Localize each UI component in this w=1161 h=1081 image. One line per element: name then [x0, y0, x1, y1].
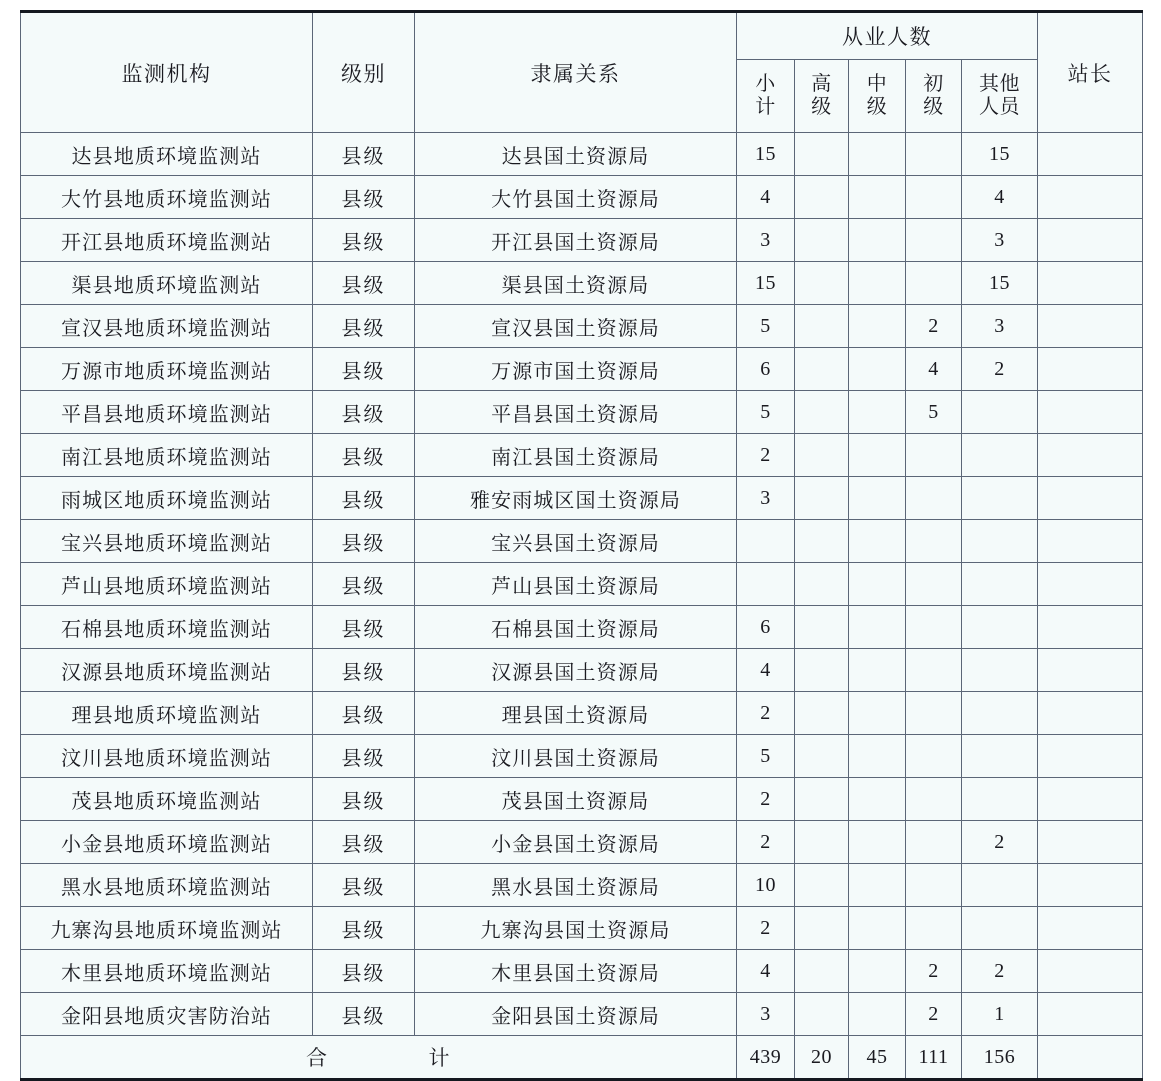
cell-staff-middle	[849, 262, 906, 305]
cell-staff-senior	[795, 778, 849, 821]
table-row	[21, 348, 1143, 391]
column-header-middle: 中级	[849, 60, 906, 133]
cell-parent-org: 达县国土资源局	[415, 133, 737, 176]
cell-staff-senior	[795, 219, 849, 262]
cell-staff-senior	[795, 735, 849, 778]
cell-chief-name	[1038, 563, 1143, 606]
cell-level: 县级	[313, 262, 415, 305]
cell-chief-name	[1038, 477, 1143, 520]
cell-org-name: 九寨沟县地质环境监测站	[21, 907, 313, 950]
table-row	[21, 993, 1143, 1036]
cell-staff-senior	[795, 993, 849, 1036]
staffing-table	[20, 10, 1143, 1081]
cell-level: 县级	[313, 434, 415, 477]
cell-staff-junior: 5	[906, 391, 962, 434]
cell-total-other: 156	[962, 1036, 1038, 1080]
table-row	[21, 219, 1143, 262]
cell-staff-middle	[849, 606, 906, 649]
cell-chief-name	[1038, 950, 1143, 993]
column-header-chief: 站长	[1038, 12, 1143, 133]
cell-level: 县级	[313, 950, 415, 993]
cell-chief-name	[1038, 907, 1143, 950]
cell-level: 县级	[313, 993, 415, 1036]
table-row	[21, 176, 1143, 219]
cell-staff-subtotal: 5	[737, 735, 795, 778]
cell-staff-other: 3	[962, 305, 1038, 348]
table-row	[21, 649, 1143, 692]
cell-parent-org: 宣汉县国土资源局	[415, 305, 737, 348]
cell-staff-middle	[849, 735, 906, 778]
cell-staff-senior	[795, 348, 849, 391]
cell-parent-org: 雅安雨城区国土资源局	[415, 477, 737, 520]
cell-staff-other	[962, 563, 1038, 606]
cell-staff-subtotal	[737, 563, 795, 606]
cell-chief-name	[1038, 864, 1143, 907]
cell-staff-subtotal: 2	[737, 692, 795, 735]
cell-staff-senior	[795, 606, 849, 649]
cell-staff-subtotal	[737, 520, 795, 563]
cell-parent-org: 万源市国土资源局	[415, 348, 737, 391]
cell-org-name: 汉源县地质环境监测站	[21, 649, 313, 692]
cell-staff-middle	[849, 434, 906, 477]
cell-org-name: 小金县地质环境监测站	[21, 821, 313, 864]
cell-level: 县级	[313, 391, 415, 434]
cell-staff-other	[962, 434, 1038, 477]
cell-level: 县级	[313, 864, 415, 907]
cell-staff-junior: 2	[906, 950, 962, 993]
cell-staff-junior	[906, 477, 962, 520]
cell-total-senior: 20	[795, 1036, 849, 1080]
cell-level: 县级	[313, 778, 415, 821]
cell-org-name: 开江县地质环境监测站	[21, 219, 313, 262]
cell-parent-org: 平昌县国土资源局	[415, 391, 737, 434]
table-row	[21, 262, 1143, 305]
cell-staff-junior: 2	[906, 993, 962, 1036]
cell-staff-other	[962, 391, 1038, 434]
cell-chief-name	[1038, 606, 1143, 649]
cell-chief-name	[1038, 692, 1143, 735]
cell-staff-middle	[849, 348, 906, 391]
cell-parent-org: 木里县国土资源局	[415, 950, 737, 993]
header-row-top	[21, 12, 1143, 60]
cell-staff-subtotal: 6	[737, 348, 795, 391]
cell-staff-middle	[849, 821, 906, 864]
table-row	[21, 477, 1143, 520]
cell-chief-name	[1038, 133, 1143, 176]
cell-staff-junior: 4	[906, 348, 962, 391]
cell-org-name: 理县地质环境监测站	[21, 692, 313, 735]
cell-staff-senior	[795, 477, 849, 520]
cell-staff-senior	[795, 563, 849, 606]
cell-org-name: 木里县地质环境监测站	[21, 950, 313, 993]
cell-staff-other: 2	[962, 821, 1038, 864]
cell-staff-middle	[849, 563, 906, 606]
cell-parent-org: 汶川县国土资源局	[415, 735, 737, 778]
cell-parent-org: 芦山县国土资源局	[415, 563, 737, 606]
cell-staff-subtotal: 3	[737, 219, 795, 262]
table-row	[21, 606, 1143, 649]
cell-staff-middle	[849, 520, 906, 563]
cell-level: 县级	[313, 563, 415, 606]
cell-staff-junior	[906, 520, 962, 563]
cell-level: 县级	[313, 821, 415, 864]
cell-parent-org: 宝兴县国土资源局	[415, 520, 737, 563]
cell-org-name: 黑水县地质环境监测站	[21, 864, 313, 907]
cell-org-name: 宝兴县地质环境监测站	[21, 520, 313, 563]
cell-chief-name	[1038, 219, 1143, 262]
cell-chief-name	[1038, 520, 1143, 563]
cell-staff-senior	[795, 133, 849, 176]
cell-staff-other: 2	[962, 950, 1038, 993]
cell-level: 县级	[313, 305, 415, 348]
cell-staff-middle	[849, 477, 906, 520]
cell-staff-junior	[906, 434, 962, 477]
cell-staff-middle	[849, 778, 906, 821]
cell-org-name: 南江县地质环境监测站	[21, 434, 313, 477]
cell-staff-subtotal: 5	[737, 391, 795, 434]
cell-staff-middle	[849, 649, 906, 692]
cell-staff-senior	[795, 950, 849, 993]
column-header-level: 级别	[313, 12, 415, 133]
cell-staff-middle	[849, 950, 906, 993]
cell-org-name: 大竹县地质环境监测站	[21, 176, 313, 219]
cell-staff-middle	[849, 864, 906, 907]
cell-staff-senior	[795, 520, 849, 563]
cell-org-name: 渠县地质环境监测站	[21, 262, 313, 305]
cell-level: 县级	[313, 176, 415, 219]
cell-chief-name	[1038, 735, 1143, 778]
cell-chief-name	[1038, 391, 1143, 434]
cell-staff-other	[962, 477, 1038, 520]
column-header-parent: 隶属关系	[415, 12, 737, 133]
cell-total-middle: 45	[849, 1036, 906, 1080]
cell-parent-org: 开江县国土资源局	[415, 219, 737, 262]
cell-parent-org: 九寨沟县国土资源局	[415, 907, 737, 950]
cell-staff-subtotal: 2	[737, 434, 795, 477]
cell-total-subtotal: 439	[737, 1036, 795, 1080]
total-row	[21, 1036, 1143, 1080]
table-footer	[21, 1036, 1143, 1080]
cell-staff-junior	[906, 692, 962, 735]
table-row	[21, 692, 1143, 735]
cell-org-name: 茂县地质环境监测站	[21, 778, 313, 821]
cell-staff-junior	[906, 778, 962, 821]
cell-parent-org: 茂县国土资源局	[415, 778, 737, 821]
cell-org-name: 雨城区地质环境监测站	[21, 477, 313, 520]
cell-staff-other	[962, 606, 1038, 649]
column-header-senior: 高级	[795, 60, 849, 133]
cell-staff-senior	[795, 305, 849, 348]
cell-staff-subtotal: 10	[737, 864, 795, 907]
table-row	[21, 735, 1143, 778]
cell-chief-name	[1038, 821, 1143, 864]
cell-parent-org: 金阳县国土资源局	[415, 993, 737, 1036]
cell-staff-senior	[795, 434, 849, 477]
cell-level: 县级	[313, 348, 415, 391]
cell-level: 县级	[313, 219, 415, 262]
cell-staff-junior: 2	[906, 305, 962, 348]
cell-staff-junior	[906, 176, 962, 219]
cell-staff-middle	[849, 692, 906, 735]
cell-staff-junior	[906, 606, 962, 649]
cell-staff-junior	[906, 649, 962, 692]
cell-staff-subtotal: 4	[737, 649, 795, 692]
cell-chief-name	[1038, 348, 1143, 391]
cell-total-junior: 111	[906, 1036, 962, 1080]
column-header-subtotal: 小计	[737, 60, 795, 133]
cell-staff-senior	[795, 391, 849, 434]
cell-staff-subtotal: 15	[737, 133, 795, 176]
cell-staff-other: 1	[962, 993, 1038, 1036]
table-row	[21, 821, 1143, 864]
cell-level: 县级	[313, 133, 415, 176]
cell-staff-other: 4	[962, 176, 1038, 219]
cell-staff-subtotal: 6	[737, 606, 795, 649]
cell-org-name: 宣汉县地质环境监测站	[21, 305, 313, 348]
cell-staff-junior	[906, 219, 962, 262]
cell-staff-other	[962, 692, 1038, 735]
table-row	[21, 778, 1143, 821]
cell-staff-other: 2	[962, 348, 1038, 391]
table-row	[21, 563, 1143, 606]
cell-chief-name	[1038, 993, 1143, 1036]
cell-staff-other	[962, 649, 1038, 692]
cell-level: 县级	[313, 735, 415, 778]
cell-staff-senior	[795, 864, 849, 907]
cell-parent-org: 汉源县国土资源局	[415, 649, 737, 692]
cell-staff-senior	[795, 649, 849, 692]
cell-staff-junior	[906, 262, 962, 305]
cell-org-name: 万源市地质环境监测站	[21, 348, 313, 391]
cell-staff-subtotal: 3	[737, 477, 795, 520]
cell-staff-other: 15	[962, 133, 1038, 176]
cell-staff-senior	[795, 821, 849, 864]
cell-staff-other: 15	[962, 262, 1038, 305]
cell-staff-other	[962, 735, 1038, 778]
cell-total-chief	[1038, 1036, 1143, 1080]
cell-staff-junior	[906, 563, 962, 606]
table-row	[21, 864, 1143, 907]
cell-level: 县级	[313, 520, 415, 563]
cell-chief-name	[1038, 305, 1143, 348]
cell-staff-subtotal: 15	[737, 262, 795, 305]
table-body	[21, 133, 1143, 1036]
cell-staff-senior	[795, 176, 849, 219]
cell-staff-senior	[795, 907, 849, 950]
cell-staff-other	[962, 907, 1038, 950]
cell-org-name: 达县地质环境监测站	[21, 133, 313, 176]
cell-org-name: 平昌县地质环境监测站	[21, 391, 313, 434]
cell-staff-other	[962, 864, 1038, 907]
cell-staff-middle	[849, 391, 906, 434]
table-row	[21, 133, 1143, 176]
cell-chief-name	[1038, 434, 1143, 477]
table-row	[21, 391, 1143, 434]
cell-staff-subtotal: 2	[737, 907, 795, 950]
cell-staff-middle	[849, 133, 906, 176]
cell-parent-org: 渠县国土资源局	[415, 262, 737, 305]
table-row	[21, 907, 1143, 950]
cell-staff-senior	[795, 262, 849, 305]
cell-staff-middle	[849, 993, 906, 1036]
column-header-other: 其他人员	[962, 60, 1038, 133]
cell-chief-name	[1038, 778, 1143, 821]
cell-level: 县级	[313, 477, 415, 520]
cell-staff-senior	[795, 692, 849, 735]
cell-chief-name	[1038, 176, 1143, 219]
table-row	[21, 950, 1143, 993]
cell-org-name: 石棉县地质环境监测站	[21, 606, 313, 649]
cell-org-name: 芦山县地质环境监测站	[21, 563, 313, 606]
cell-staff-middle	[849, 907, 906, 950]
cell-staff-junior	[906, 907, 962, 950]
cell-staff-other	[962, 778, 1038, 821]
cell-staff-junior	[906, 133, 962, 176]
cell-staff-middle	[849, 176, 906, 219]
column-header-junior: 初级	[906, 60, 962, 133]
cell-parent-org: 南江县国土资源局	[415, 434, 737, 477]
cell-parent-org: 黑水县国土资源局	[415, 864, 737, 907]
cell-staff-subtotal: 5	[737, 305, 795, 348]
cell-chief-name	[1038, 262, 1143, 305]
cell-staff-other: 3	[962, 219, 1038, 262]
total-label-right: 计	[428, 1046, 451, 1070]
cell-parent-org: 小金县国土资源局	[415, 821, 737, 864]
table-header	[21, 12, 1143, 133]
cell-staff-subtotal: 4	[737, 950, 795, 993]
table-row	[21, 520, 1143, 563]
cell-staff-middle	[849, 219, 906, 262]
cell-chief-name	[1038, 649, 1143, 692]
table-row	[21, 434, 1143, 477]
cell-level: 县级	[313, 692, 415, 735]
total-label	[21, 1036, 737, 1080]
cell-level: 县级	[313, 606, 415, 649]
cell-staff-junior	[906, 735, 962, 778]
cell-parent-org: 石棉县国土资源局	[415, 606, 737, 649]
cell-staff-subtotal: 2	[737, 778, 795, 821]
cell-staff-subtotal: 3	[737, 993, 795, 1036]
cell-org-name: 汶川县地质环境监测站	[21, 735, 313, 778]
column-header-staff-group: 从业人数	[737, 12, 1038, 60]
total-label-left: 合	[306, 1046, 329, 1070]
cell-staff-middle	[849, 305, 906, 348]
cell-staff-subtotal: 2	[737, 821, 795, 864]
cell-staff-subtotal: 4	[737, 176, 795, 219]
cell-staff-other	[962, 520, 1038, 563]
cell-level: 县级	[313, 907, 415, 950]
cell-org-name: 金阳县地质灾害防治站	[21, 993, 313, 1036]
cell-parent-org: 理县国土资源局	[415, 692, 737, 735]
cell-parent-org: 大竹县国土资源局	[415, 176, 737, 219]
cell-level: 县级	[313, 649, 415, 692]
cell-staff-junior	[906, 864, 962, 907]
column-header-org: 监测机构	[21, 12, 313, 133]
table-row	[21, 305, 1143, 348]
cell-staff-junior	[906, 821, 962, 864]
